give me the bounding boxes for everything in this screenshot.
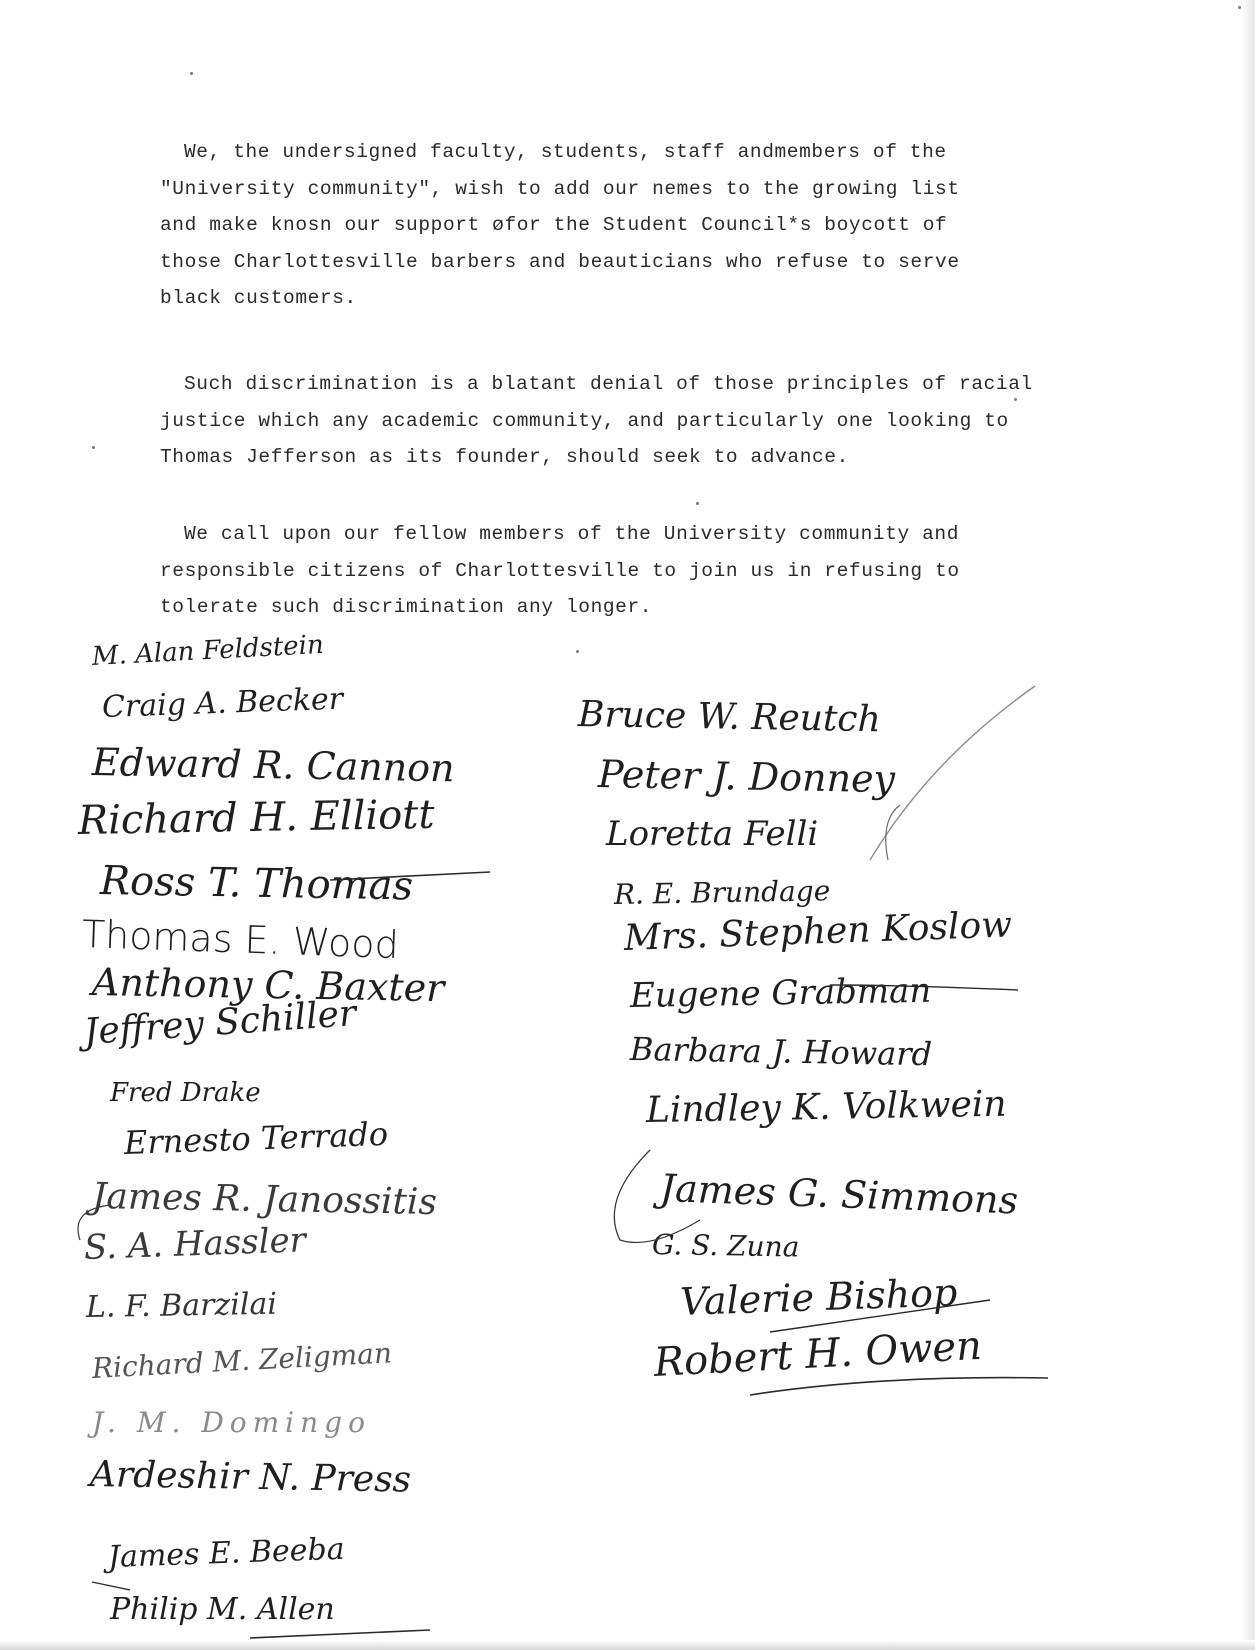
signature: James E. Beeba xyxy=(107,1531,346,1575)
page-edge-shadow xyxy=(1241,0,1255,1650)
signature: Lindley K. Volkwein xyxy=(645,1083,1007,1131)
signature: Bruce W. Reutch xyxy=(577,694,882,741)
paper-speck xyxy=(696,502,699,505)
signature: S. A. Hassler xyxy=(83,1220,307,1268)
paragraph-line: We call upon our fellow members of the University community and xyxy=(184,523,960,545)
paragraph-line: Thomas Jefferson as its founder, should seek to advance. xyxy=(160,446,849,468)
signature: Thomas E. Wood xyxy=(81,912,400,968)
signature: Edward R. Cannon xyxy=(91,740,455,791)
signature: Barbara J. Howard xyxy=(629,1030,933,1074)
signature: James G. Simmons xyxy=(659,1166,1019,1223)
paragraph-line: tolerate such discrimination any longer. xyxy=(160,596,653,618)
signature: Robert H. Owen xyxy=(652,1322,983,1386)
signature: Philip M. Allen xyxy=(110,1592,335,1627)
signature: Eugene Grabman xyxy=(629,970,932,1016)
signature: James R. Janossitis xyxy=(91,1176,438,1224)
signature: Fred Drake xyxy=(110,1078,261,1108)
signature: Richard M. Zeligman xyxy=(91,1336,393,1385)
signature: Ernesto Terrado xyxy=(123,1114,389,1162)
signature: Valerie Bishop xyxy=(679,1270,959,1324)
signature: Anthony C. Baxter xyxy=(91,960,445,1011)
paragraph-line: black customers. xyxy=(160,287,357,309)
signature: Mrs. Stephen Koslow xyxy=(623,904,1013,959)
signature: Peter J. Donney xyxy=(597,752,896,802)
paragraph-line: those Charlottesville barbers and beauticians who refuse to serve xyxy=(160,250,960,273)
signature: Ardeshir N. Press xyxy=(89,1454,412,1501)
paragraph-line: and make knosn our support øfor the Student Council*s boycott of xyxy=(160,214,948,236)
signature: Loretta Felli xyxy=(606,814,819,854)
signature: M. Alan Feldstein xyxy=(91,629,325,672)
page-bottom-shadow xyxy=(0,1640,1255,1650)
signature: R. E. Brundage xyxy=(613,874,831,911)
signature: J. M. Domingo xyxy=(92,1406,371,1439)
paper-speck xyxy=(576,650,579,653)
signature: Jeffrey Schiller xyxy=(82,993,358,1053)
signature: L. F. Barzilai xyxy=(85,1286,278,1325)
paragraph-line: Such discrimination is a blatant denial of those principles of racial xyxy=(184,373,1033,395)
signature: G. S. Zuna xyxy=(651,1228,800,1264)
paper-speck xyxy=(92,446,95,449)
paper-speck xyxy=(190,72,193,75)
paragraph-line: responsible citizens of Charlottesville to join us in refusing to xyxy=(160,559,960,582)
paragraph-line: justice which any academic community, and particularly one looking to xyxy=(160,409,1009,432)
signature: Craig A. Becker xyxy=(101,681,344,725)
paragraph-line: "University community", wish to add our nemes to the growing list xyxy=(160,177,960,200)
paper-speck xyxy=(1014,398,1017,401)
signature: Ross T. Thomas xyxy=(99,858,414,910)
signature: Richard H. Elliott xyxy=(77,791,435,844)
paragraph-line: We, the undersigned faculty, students, staff andmembers of the xyxy=(184,141,947,163)
